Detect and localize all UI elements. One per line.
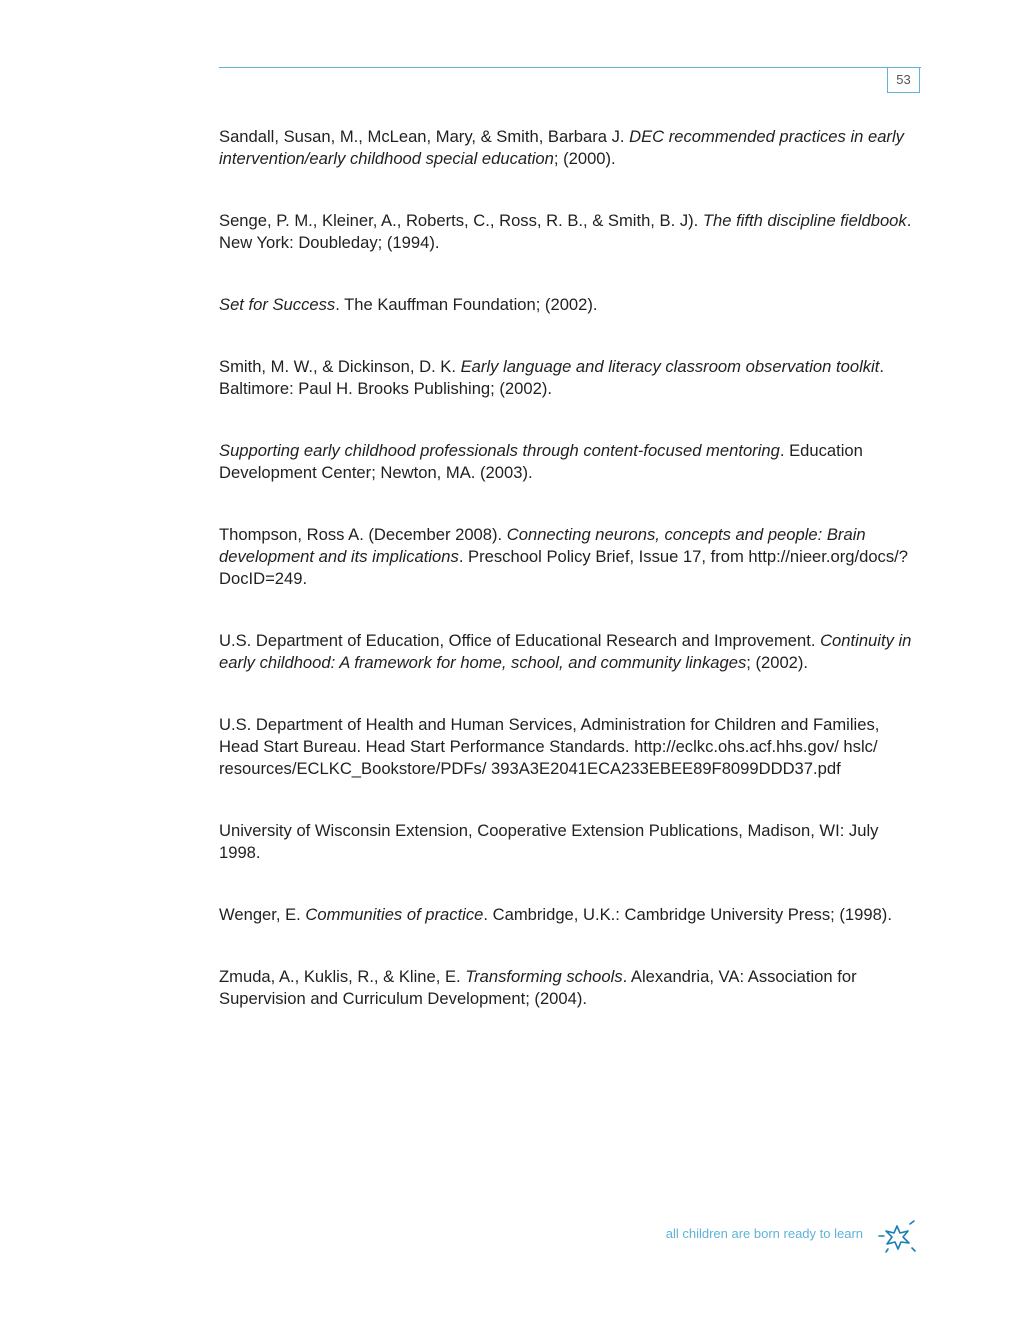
reference-title: Early language and literacy classroom observation toolkit — [460, 357, 880, 376]
reference-title: Transforming schools — [465, 967, 623, 986]
reference-entry — [219, 714, 919, 780]
reference-title: Continuity in early childhood: A framework for home, school, and community linkages — [219, 631, 912, 672]
reference-entry — [219, 524, 919, 590]
reference-text: Smith, M. W., & Dickinson, D. K. — [219, 357, 461, 376]
reference-text: Thompson, Ross A. (December 2008). — [219, 525, 507, 544]
footer-tagline: all children are born ready to learn — [665, 1226, 863, 1241]
reference-entry — [219, 904, 919, 926]
reference-text: . Preschool Policy Brief, Issue 17, from http://nieer.org/docs/?DocID=249. — [219, 547, 908, 588]
reference-text: . The Kauffman Foundation; (2002). — [335, 295, 598, 314]
reference-entry — [219, 630, 919, 674]
reference-text: . Cambridge, U.K.: Cambridge University Press; (1998). — [483, 905, 892, 924]
reference-entry — [219, 966, 919, 1010]
reference-text: ; (2002). — [746, 653, 809, 672]
reference-text: Senge, P. M., Kleiner, A., Roberts, C., Ross, R. B., & Smith, B. J). — [219, 211, 703, 230]
reference-text: . Education Development Center; Newton, MA. (2003). — [219, 441, 863, 482]
reference-title: Set for Success — [219, 295, 336, 314]
reference-text: Zmuda, A., Kuklis, R., & Kline, E. — [219, 967, 466, 986]
reference-list — [219, 126, 919, 1050]
reference-text: U.S. Department of Education, Office of Educational Research and Improvement. — [219, 631, 821, 650]
reference-entry — [219, 294, 919, 316]
reference-text: . Alexandria, VA: Association for Supervision and Curriculum Development; (2004). — [219, 967, 857, 1008]
reference-title: Communities of practice — [305, 905, 484, 924]
reference-text: Wenger, E. — [219, 905, 306, 924]
reference-text: . Baltimore: Paul H. Brooks Publishing; (2002). — [219, 357, 884, 398]
reference-title: The fifth discipline fieldbook — [702, 211, 907, 230]
reference-text: U.S. Department of Health and Human Services, Administration for Children and Families, Head Start Bureau. Head Start Performance Standards. http://eclkc.ohs.acf.hhs.gov/ hslc/ resources/ECLKC_Bookstore/PDFs/ 393A3E2041ECA233EBEE89F8099DDD37.pdf — [219, 715, 880, 778]
reference-title: DEC recommended practices in early intervention/early childhood special education — [219, 127, 904, 168]
reference-entry — [219, 126, 919, 170]
reference-entry — [219, 210, 919, 254]
reference-text: Sandall, Susan, M., McLean, Mary, & Smith, Barbara J. — [219, 127, 630, 146]
reference-text: ; (2000). — [553, 149, 616, 168]
page-number: 53 — [887, 67, 920, 93]
reference-entry — [219, 440, 919, 484]
star-burst-icon — [876, 1218, 918, 1254]
reference-entry — [219, 356, 919, 400]
reference-text: University of Wisconsin Extension, Cooperative Extension Publications, Madison, WI: July 1998. — [219, 821, 879, 862]
header-rule — [219, 67, 921, 68]
reference-title: Supporting early childhood professionals through content-focused mentoring — [219, 441, 780, 460]
reference-entry — [219, 820, 919, 864]
reference-text: . New York: Doubleday; (1994). — [219, 211, 912, 252]
reference-title: Connecting neurons, concepts and people: Brain development and its implications — [219, 525, 866, 566]
